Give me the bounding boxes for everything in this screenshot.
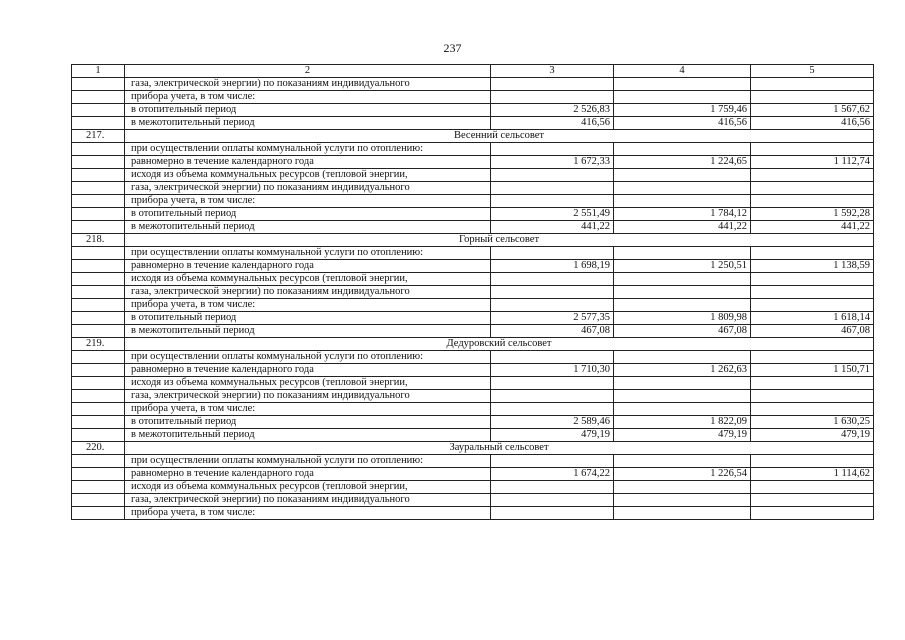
section-number: 220.: [72, 442, 125, 455]
value-col-5: [751, 299, 874, 312]
table-row: [72, 481, 874, 494]
section-row: [72, 442, 874, 455]
row-number-cell: [72, 351, 125, 364]
table-row: [72, 507, 874, 520]
value-col-5: [751, 91, 874, 104]
row-number-cell: [72, 325, 125, 338]
value-col-3: 441,22: [491, 221, 614, 234]
value-col-4: [614, 390, 751, 403]
value-col-5: 479,19: [751, 429, 874, 442]
table-row: [72, 117, 874, 130]
section-title: Дедуровский сельсовет: [125, 338, 874, 351]
value-col-4: 1 262,63: [614, 364, 751, 377]
header-row: [72, 65, 874, 78]
row-number-cell: [72, 481, 125, 494]
value-col-5: 1 114,62: [751, 468, 874, 481]
row-number-cell: [72, 182, 125, 195]
row-description: прибора учета, в том числе:: [125, 91, 491, 104]
value-col-5: 1 150,71: [751, 364, 874, 377]
table-row: [72, 299, 874, 312]
value-col-4: 1 224,65: [614, 156, 751, 169]
value-col-4: [614, 182, 751, 195]
table-row: [72, 416, 874, 429]
table-row: [72, 221, 874, 234]
value-col-5: [751, 143, 874, 156]
value-col-3: [491, 377, 614, 390]
table-row: [72, 494, 874, 507]
value-col-3: 1 672,33: [491, 156, 614, 169]
value-col-3: [491, 273, 614, 286]
value-col-5: 467,08: [751, 325, 874, 338]
value-col-3: [491, 507, 614, 520]
row-description: равномерно в течение календарного года: [125, 260, 491, 273]
value-col-3: 1 674,22: [491, 468, 614, 481]
value-col-3: 479,19: [491, 429, 614, 442]
row-description: равномерно в течение календарного года: [125, 156, 491, 169]
table-row: [72, 377, 874, 390]
row-number-cell: [72, 416, 125, 429]
value-col-5: 1 630,25: [751, 416, 874, 429]
row-description: в межотопительный период: [125, 117, 491, 130]
value-col-4: [614, 455, 751, 468]
table-row: [72, 169, 874, 182]
row-number-cell: [72, 117, 125, 130]
section-number: 218.: [72, 234, 125, 247]
value-col-5: 416,56: [751, 117, 874, 130]
row-number-cell: [72, 221, 125, 234]
row-number-cell: [72, 247, 125, 260]
value-col-5: 1 138,59: [751, 260, 874, 273]
table-row: [72, 195, 874, 208]
value-col-4: [614, 507, 751, 520]
table-row: [72, 182, 874, 195]
row-description: прибора учета, в том числе:: [125, 403, 491, 416]
table-row: [72, 325, 874, 338]
value-col-5: [751, 455, 874, 468]
section-title: Весенний сельсовет: [125, 130, 874, 143]
value-col-3: [491, 390, 614, 403]
row-description: газа, электрической энергии) по показаниям индивидуального: [125, 390, 491, 403]
value-col-4: 1 784,12: [614, 208, 751, 221]
value-col-4: 1 226,54: [614, 468, 751, 481]
table-row: [72, 403, 874, 416]
row-number-cell: [72, 195, 125, 208]
value-col-4: [614, 494, 751, 507]
row-description: газа, электрической энергии) по показаниям индивидуального: [125, 182, 491, 195]
row-description: равномерно в течение календарного года: [125, 468, 491, 481]
row-description: при осуществлении оплаты коммунальной услуги по отоплению:: [125, 247, 491, 260]
table-row: [72, 260, 874, 273]
row-description: исходя из объема коммунальных ресурсов (тепловой энергии,: [125, 273, 491, 286]
table-row: [72, 468, 874, 481]
row-number-cell: [72, 156, 125, 169]
section-row: [72, 338, 874, 351]
row-number-cell: [72, 403, 125, 416]
value-col-5: [751, 286, 874, 299]
header-cell-1: 1: [72, 65, 125, 78]
value-col-3: [491, 455, 614, 468]
header-cell-2: 2: [125, 65, 491, 78]
value-col-4: [614, 273, 751, 286]
table-row: [72, 273, 874, 286]
row-description: в отопительный период: [125, 104, 491, 117]
value-col-4: 1 809,98: [614, 312, 751, 325]
value-col-4: [614, 286, 751, 299]
section-number: 219.: [72, 338, 125, 351]
row-description: газа, электрической энергии) по показаниям индивидуального: [125, 494, 491, 507]
value-col-5: [751, 351, 874, 364]
value-col-4: 1 822,09: [614, 416, 751, 429]
row-description: при осуществлении оплаты коммунальной услуги по отоплению:: [125, 143, 491, 156]
value-col-5: [751, 507, 874, 520]
value-col-3: 467,08: [491, 325, 614, 338]
value-col-4: [614, 169, 751, 182]
row-description: прибора учета, в том числе:: [125, 507, 491, 520]
table-row: [72, 312, 874, 325]
value-col-5: [751, 273, 874, 286]
value-col-4: [614, 299, 751, 312]
value-col-5: 1 112,74: [751, 156, 874, 169]
table-row: [72, 78, 874, 91]
row-description: исходя из объема коммунальных ресурсов (тепловой энергии,: [125, 169, 491, 182]
row-number-cell: [72, 429, 125, 442]
value-col-5: [751, 390, 874, 403]
table-row: [72, 156, 874, 169]
row-description: в межотопительный период: [125, 325, 491, 338]
row-number-cell: [72, 390, 125, 403]
value-col-4: [614, 247, 751, 260]
header-cell-5: 5: [751, 65, 874, 78]
row-description: исходя из объема коммунальных ресурсов (тепловой энергии,: [125, 377, 491, 390]
value-col-3: 416,56: [491, 117, 614, 130]
value-col-5: 441,22: [751, 221, 874, 234]
row-description: при осуществлении оплаты коммунальной услуги по отоплению:: [125, 455, 491, 468]
value-col-5: 1 567,62: [751, 104, 874, 117]
row-description: в межотопительный период: [125, 221, 491, 234]
table-row: [72, 429, 874, 442]
row-description: в отопительный период: [125, 312, 491, 325]
value-col-3: 2 577,35: [491, 312, 614, 325]
row-number-cell: [72, 377, 125, 390]
value-col-5: [751, 247, 874, 260]
value-col-3: [491, 403, 614, 416]
row-number-cell: [72, 143, 125, 156]
value-col-4: 1 759,46: [614, 104, 751, 117]
value-col-3: [491, 299, 614, 312]
section-number: 217.: [72, 130, 125, 143]
row-description: прибора учета, в том числе:: [125, 195, 491, 208]
value-col-3: [491, 195, 614, 208]
value-col-4: 416,56: [614, 117, 751, 130]
value-col-3: 2 526,83: [491, 104, 614, 117]
value-col-4: 467,08: [614, 325, 751, 338]
value-col-3: [491, 169, 614, 182]
row-description: прибора учета, в том числе:: [125, 299, 491, 312]
row-description: в межотопительный период: [125, 429, 491, 442]
value-col-5: [751, 182, 874, 195]
row-number-cell: [72, 91, 125, 104]
value-col-3: [491, 143, 614, 156]
table-row: [72, 104, 874, 117]
value-col-4: [614, 351, 751, 364]
row-number-cell: [72, 208, 125, 221]
row-number-cell: [72, 312, 125, 325]
value-col-5: 1 592,28: [751, 208, 874, 221]
section-title: Зауральный сельсовет: [125, 442, 874, 455]
row-number-cell: [72, 273, 125, 286]
table-row: [72, 91, 874, 104]
value-col-5: 1 618,14: [751, 312, 874, 325]
row-number-cell: [72, 507, 125, 520]
row-description: при осуществлении оплаты коммунальной услуги по отоплению:: [125, 351, 491, 364]
value-col-3: 1 710,30: [491, 364, 614, 377]
row-number-cell: [72, 169, 125, 182]
value-col-3: [491, 286, 614, 299]
value-col-3: 2 551,49: [491, 208, 614, 221]
row-number-cell: [72, 468, 125, 481]
value-col-4: [614, 195, 751, 208]
row-description: исходя из объема коммунальных ресурсов (тепловой энергии,: [125, 481, 491, 494]
value-col-3: [491, 247, 614, 260]
value-col-3: 1 698,19: [491, 260, 614, 273]
tariff-table: [71, 64, 874, 520]
table-row: [72, 364, 874, 377]
section-row: [72, 234, 874, 247]
value-col-5: [751, 403, 874, 416]
row-number-cell: [72, 299, 125, 312]
row-number-cell: [72, 260, 125, 273]
table-row: [72, 351, 874, 364]
value-col-3: [491, 182, 614, 195]
table-row: [72, 247, 874, 260]
value-col-4: [614, 78, 751, 91]
value-col-5: [751, 494, 874, 507]
table-row: [72, 286, 874, 299]
row-number-cell: [72, 286, 125, 299]
row-number-cell: [72, 364, 125, 377]
value-col-3: [491, 351, 614, 364]
row-number-cell: [72, 455, 125, 468]
value-col-4: 1 250,51: [614, 260, 751, 273]
value-col-5: [751, 78, 874, 91]
value-col-3: [491, 91, 614, 104]
page-number: 237: [443, 41, 462, 55]
header-cell-3: 3: [491, 65, 614, 78]
row-description: газа, электрической энергии) по показаниям индивидуального: [125, 286, 491, 299]
value-col-3: [491, 481, 614, 494]
table-row: [72, 390, 874, 403]
value-col-3: [491, 78, 614, 91]
value-col-4: [614, 403, 751, 416]
value-col-4: 441,22: [614, 221, 751, 234]
section-title: Горный сельсовет: [125, 234, 874, 247]
value-col-5: [751, 169, 874, 182]
table-row: [72, 455, 874, 468]
row-description: в отопительный период: [125, 208, 491, 221]
row-number-cell: [72, 78, 125, 91]
value-col-4: [614, 377, 751, 390]
value-col-4: 479,19: [614, 429, 751, 442]
row-description: в отопительный период: [125, 416, 491, 429]
value-col-5: [751, 195, 874, 208]
value-col-4: [614, 91, 751, 104]
row-number-cell: [72, 494, 125, 507]
value-col-4: [614, 481, 751, 494]
value-col-5: [751, 481, 874, 494]
value-col-3: 2 589,46: [491, 416, 614, 429]
row-number-cell: [72, 104, 125, 117]
value-col-4: [614, 143, 751, 156]
table-row: [72, 143, 874, 156]
value-col-3: [491, 494, 614, 507]
section-row: [72, 130, 874, 143]
table-row: [72, 208, 874, 221]
row-description: газа, электрической энергии) по показаниям индивидуального: [125, 78, 491, 91]
table-body: [72, 65, 874, 520]
header-cell-4: 4: [614, 65, 751, 78]
value-col-5: [751, 377, 874, 390]
row-description: равномерно в течение календарного года: [125, 364, 491, 377]
